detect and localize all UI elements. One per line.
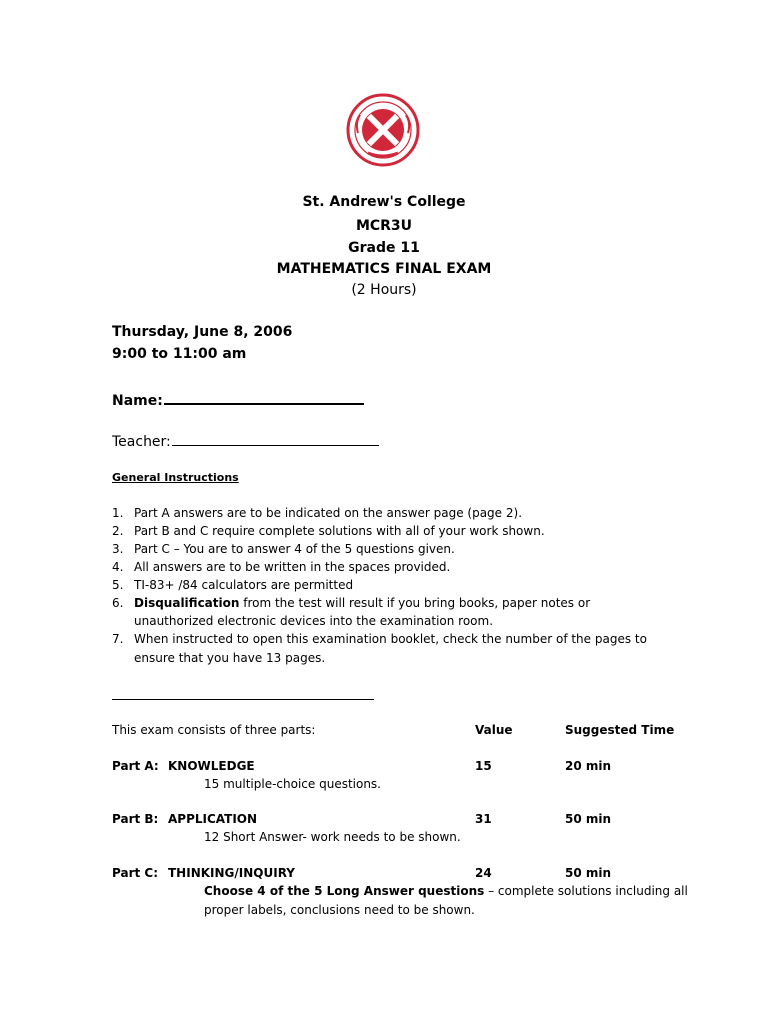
part-b-value: 31 <box>475 812 492 826</box>
part-b-time: 50 min <box>565 812 612 826</box>
instruction-item: 6. Disqualification from the test will result if you bring books, paper notes or <box>112 596 591 610</box>
teacher-field <box>112 431 379 450</box>
part-b-label: Part B: <box>112 812 159 826</box>
instruction-item: 1. Part A answers are to be indicated on the answer page (page 2). <box>112 506 523 520</box>
separator-line <box>112 699 374 700</box>
time-header: Suggested Time <box>565 723 675 737</box>
part-c-time: 50 min <box>565 866 612 880</box>
value-header: Value <box>475 723 513 737</box>
instruction-item: 4. All answers are to be written in the spaces provided. <box>112 560 451 574</box>
college-seal <box>346 93 420 167</box>
part-a-time: 20 min <box>565 759 612 773</box>
part-c-description-continued: proper labels, conclusions need to be shown. <box>204 903 475 917</box>
instruction-item: 7. When instructed to open this examination booklet, check the number of the pages to <box>112 632 647 646</box>
part-b-name: APPLICATION <box>168 812 258 826</box>
exam-date: Thursday, June 8, 2006 <box>112 324 293 340</box>
course-code: MCR3U <box>355 218 413 234</box>
instruction-item-continued: unauthorized electronic devices into the examination room. <box>134 614 494 628</box>
instructions-heading: General Instructions <box>112 471 239 484</box>
grade-label: Grade 11 <box>348 240 420 256</box>
instruction-item-continued: ensure that you have 13 pages. <box>134 651 326 665</box>
part-b-description: 12 Short Answer- work needs to be shown. <box>204 830 461 844</box>
teacher-blank[interactable] <box>172 431 379 446</box>
part-c-description: Choose 4 of the 5 Long Answer questions – complete solutions including all <box>204 884 688 898</box>
part-c-label: Part C: <box>112 866 159 880</box>
part-a-value: 15 <box>475 759 492 773</box>
instruction-item: 5. TI-83+ /84 calculators are permitted <box>112 578 354 592</box>
part-c-name: THINKING/INQUIRY <box>168 866 295 880</box>
part-c-value: 24 <box>475 866 492 880</box>
exam-title: MATHEMATICS FINAL EXAM <box>276 261 492 277</box>
instruction-item: 3. Part C – You are to answer 4 of the 5 questions given. <box>112 542 455 556</box>
part-a-description: 15 multiple-choice questions. <box>204 777 381 791</box>
exam-duration: (2 Hours) <box>351 282 417 298</box>
instruction-item: 2. Part B and C require complete solutions with all of your work shown. <box>112 524 545 538</box>
name-label: Name: <box>112 393 163 409</box>
school-name: St. Andrew's College <box>302 194 466 210</box>
exam-time: 9:00 to 11:00 am <box>112 346 247 362</box>
teacher-label: Teacher: <box>112 434 171 450</box>
part-a-name: KNOWLEDGE <box>168 759 255 773</box>
parts-intro: This exam consists of three parts: <box>112 723 316 737</box>
name-blank[interactable] <box>164 389 364 405</box>
name-field <box>112 389 364 409</box>
part-a-label: Part A: <box>112 759 159 773</box>
